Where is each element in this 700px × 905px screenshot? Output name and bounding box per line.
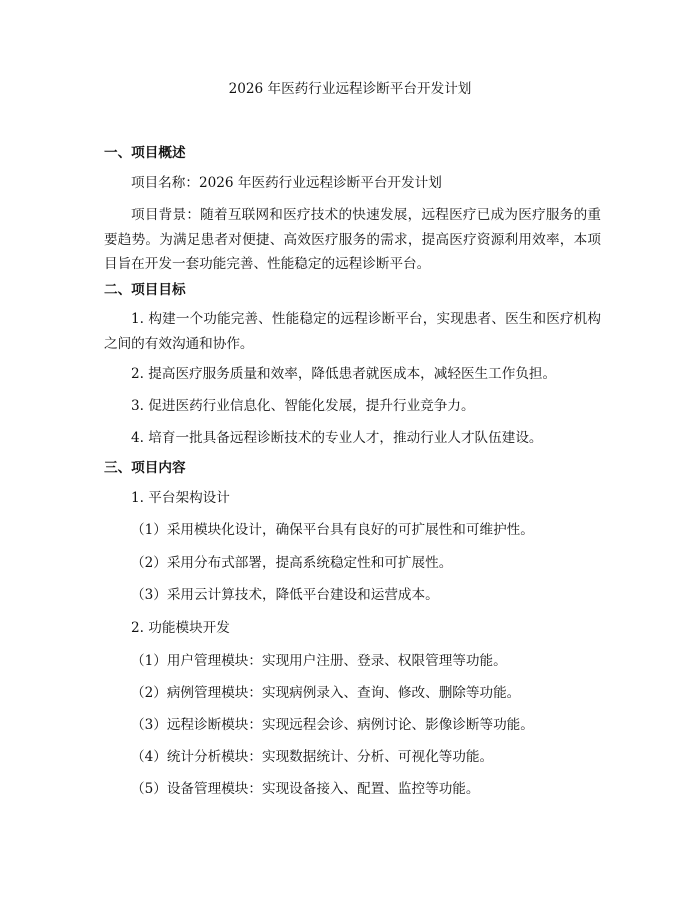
module-item: （5）设备管理模块：实现设备接入、配置、监控等功能。 bbox=[131, 781, 480, 797]
goal-item: 3. 促进医药行业信息化、智能化发展，提升行业竞争力。 bbox=[131, 398, 475, 414]
project-background-paragraph: 项目背景：随着互联网和医疗技术的快速发展，远程医疗已成为医疗服务的重要趋势。为满足患者对便捷、高效医疗服务的需求，提高医疗资源利用效率，本项目旨在开发一套功能完善、性能稳定的远程诊断平台。 bbox=[104, 207, 601, 272]
architecture-item: （1）采用模块化设计，确保平台具有良好的可扩展性和可维护性。 bbox=[131, 522, 534, 538]
project-name-paragraph: 项目名称：2026 年医药行业远程诊断平台开发计划 bbox=[131, 175, 442, 191]
subsection-title-architecture: 1. 平台架构设计 bbox=[131, 490, 230, 506]
section-heading-goals: 二、项目目标 bbox=[104, 282, 186, 298]
goal-item: 1. 构建一个功能完善、性能稳定的远程诊断平台，实现患者、医生和医疗机构之间的有效沟通和协作。 bbox=[104, 311, 601, 352]
goal-item: 2. 提高医疗服务质量和效率，降低患者就医成本，减轻医生工作负担。 bbox=[131, 366, 557, 382]
goal-item: 4. 培育一批具备远程诊断技术的专业人才，推动行业人才队伍建设。 bbox=[131, 430, 543, 446]
section-heading-content: 三、项目内容 bbox=[104, 460, 186, 476]
module-item: （3）远程诊断模块：实现远程会诊、病例讨论、影像诊断等功能。 bbox=[131, 717, 534, 733]
module-item: （2）病例管理模块：实现病例录入、查询、修改、删除等功能。 bbox=[131, 685, 521, 701]
document-title: 2026 年医药行业远程诊断平台开发计划 bbox=[228, 81, 472, 97]
module-item: （1）用户管理模块：实现用户注册、登录、权限管理等功能。 bbox=[131, 653, 507, 669]
module-item: （4）统计分析模块：实现数据统计、分析、可视化等功能。 bbox=[131, 749, 494, 765]
section-heading-overview: 一、项目概述 bbox=[104, 145, 186, 161]
subsection-title-modules: 2. 功能模块开发 bbox=[131, 620, 230, 636]
architecture-item: （3）采用云计算技术，降低平台建设和运营成本。 bbox=[131, 587, 439, 603]
architecture-item: （2）采用分布式部署，提高系统稳定性和可扩展性。 bbox=[131, 555, 453, 571]
